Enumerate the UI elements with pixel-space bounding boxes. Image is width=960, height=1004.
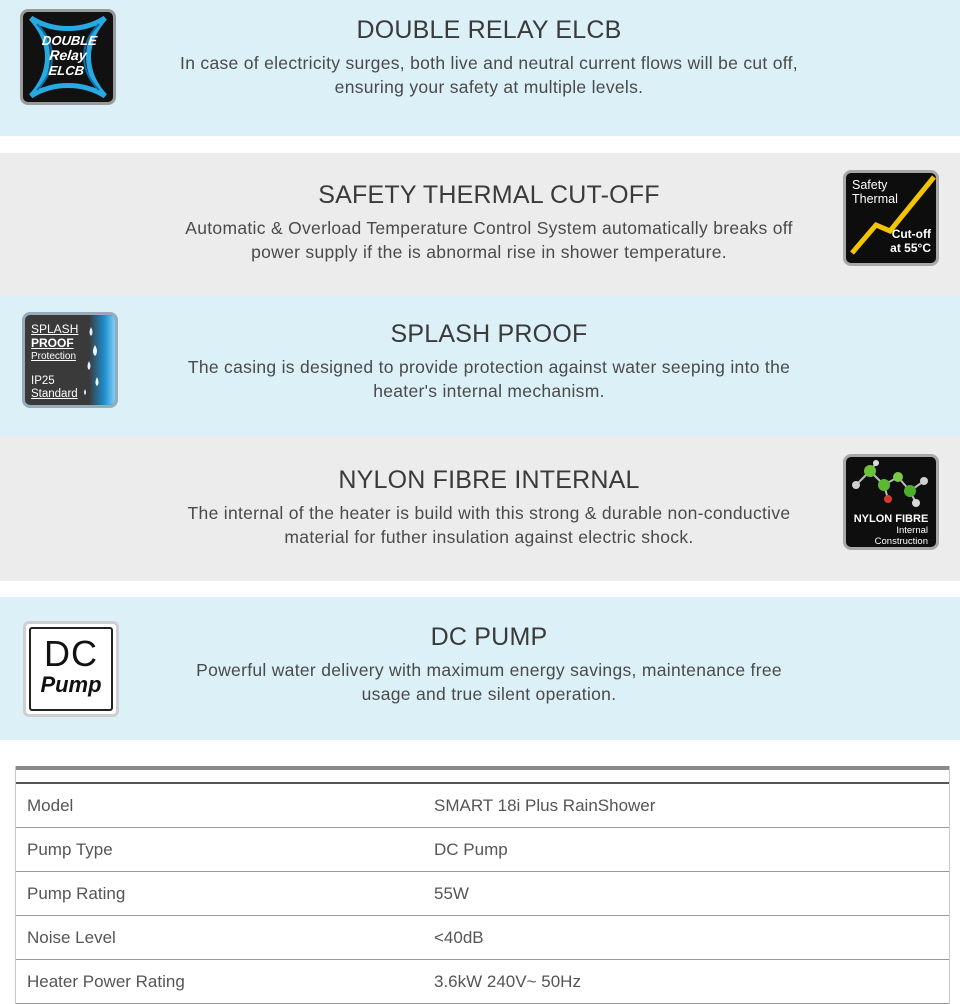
feature-title: DC PUMP — [430, 623, 548, 651]
table-row — [16, 784, 949, 828]
feature-description-line2: material for futher insulation against electric shock. — [284, 527, 694, 547]
table-header-rule — [16, 770, 949, 784]
splash-badge-line5: Standard — [31, 388, 78, 400]
table-row — [16, 872, 949, 916]
table-row — [16, 960, 949, 1004]
spec-label: Pump Rating — [27, 884, 126, 903]
elcb-badge-line2: Relay — [48, 47, 88, 63]
spec-label: Noise Level — [27, 928, 116, 947]
feature-title: NYLON FIBRE INTERNAL — [338, 466, 640, 494]
feature-description-line2: heater's internal mechanism. — [373, 381, 605, 401]
feature-description-line1: The casing is designed to provide protection against water seeping into the — [187, 357, 791, 377]
feature-double-relay-elcb — [0, 0, 960, 136]
feature-description-line2: power supply if the is abnormal rise in shower temperature. — [251, 242, 727, 262]
feature-description-line1: Automatic & Overload Temperature Control System automatically breaks off — [185, 218, 793, 238]
splash-badge-line4: IP25 — [31, 375, 55, 387]
nylon-fibre-molecule-icon — [843, 454, 939, 550]
feature-title: SPLASH PROOF — [390, 320, 588, 348]
thermal-badge-line2: Thermal — [852, 192, 898, 206]
elcb-badge-line1: DOUBLE — [41, 33, 98, 48]
spec-value: <40dB — [434, 928, 484, 947]
spec-value: SMART 18i Plus RainShower — [434, 796, 656, 815]
spec-table — [15, 766, 950, 1004]
splash-badge-line3: Protection — [31, 351, 77, 362]
table-row — [16, 828, 949, 872]
feature-nylon-fibre-internal — [0, 436, 960, 581]
feature-title: DOUBLE RELAY ELCB — [356, 16, 622, 44]
feature-description-line1: In case of electricity surges, both live and neutral current flows will be cut off, — [180, 53, 798, 73]
spec-value: DC Pump — [434, 840, 508, 859]
thermal-badge-line3: Cut-off — [891, 227, 931, 241]
dc-pump-icon — [23, 621, 119, 717]
nylon-badge-line1: NYLON FIBRE — [853, 513, 929, 525]
dc-badge-line2: Pump — [40, 672, 102, 697]
double-relay-elcb-icon — [20, 9, 116, 105]
feature-splash-proof — [0, 296, 960, 436]
feature-description-line2: ensuring your safety at multiple levels. — [334, 77, 644, 97]
feature-description-line1: The internal of the heater is build with this strong & durable non-conductive — [187, 503, 791, 523]
spec-label: Heater Power Rating — [27, 972, 185, 991]
feature-title: SAFETY THERMAL CUT-OFF — [318, 181, 660, 209]
feature-description-line2: usage and true silent operation. — [361, 684, 617, 704]
spec-label: Pump Type — [27, 840, 113, 859]
safety-thermal-cutoff-icon — [843, 170, 939, 266]
nylon-badge-line3: Construction — [874, 536, 928, 547]
elcb-badge-line3: ELCB — [47, 63, 85, 78]
splash-badge-line1: SPLASH — [31, 322, 79, 336]
thermal-badge-line4: at 55°C — [890, 241, 931, 255]
dc-badge-line1: DC — [44, 633, 98, 674]
nylon-badge-line2: Internal — [896, 525, 928, 536]
feature-dc-pump — [0, 597, 960, 740]
spec-value: 55W — [434, 884, 469, 903]
splash-proof-icon — [22, 312, 118, 408]
spec-label: Model — [27, 796, 74, 815]
spec-value: 3.6kW 240V~ 50Hz — [434, 972, 581, 991]
thermal-badge-line1: Safety — [852, 178, 888, 192]
splash-badge-line2: PROOF — [31, 336, 74, 350]
feature-safety-thermal-cutoff — [0, 153, 960, 296]
feature-description-line1: Powerful water delivery with maximum energy savings, maintenance free — [196, 660, 782, 680]
table-row — [16, 916, 949, 960]
